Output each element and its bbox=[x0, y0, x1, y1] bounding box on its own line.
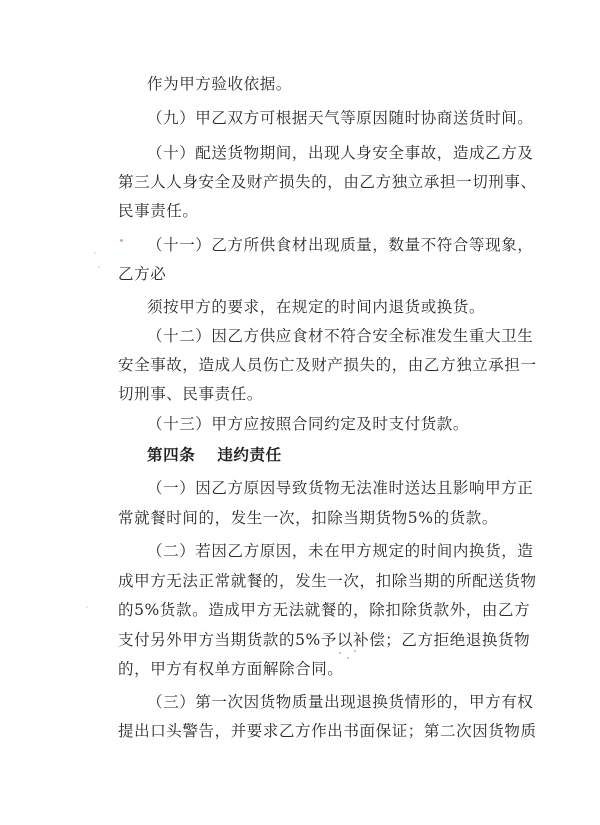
text-line: 安全事故，造成人员伤亡及财产损失的，由乙方独立承担一 bbox=[118, 356, 537, 374]
text-line: 民事责任。 bbox=[118, 202, 199, 220]
scan-speck bbox=[98, 266, 100, 268]
text-line: （二）若因乙方原因，未在甲方规定的时间内换货，造 bbox=[147, 542, 534, 560]
text-line: 提出口头警告，并要求乙方作出书面保证；第二次因货物质 bbox=[118, 722, 537, 740]
text-line: （一）因乙方原因导致货物无法准时送达且影响甲方正 bbox=[147, 479, 534, 497]
text-line: （三）第一次因货物质量出现退换货情形的，甲方有权 bbox=[147, 693, 534, 711]
section-heading bbox=[147, 445, 282, 465]
text-line: 的5%货款。造成甲方无法就餐的，除扣除货款外，由乙方 bbox=[118, 601, 531, 619]
scan-speck bbox=[339, 652, 341, 654]
section-title: 违约责任 bbox=[217, 446, 282, 464]
text-line: 成甲方无法正常就餐的，发生一次，扣除当期的所配送货物 bbox=[118, 572, 537, 590]
text-line: 的，甲方有权单方面解除合同。 bbox=[118, 660, 344, 678]
section-number: 第四条 bbox=[147, 446, 196, 464]
scan-speck bbox=[347, 657, 349, 659]
text-line: 乙方必 bbox=[118, 265, 167, 283]
text-line: （十二）因乙方供应食材不符合安全标准发生重大卫生 bbox=[147, 327, 534, 345]
text-line: 须按甲方的要求，在规定的时间内退货或换货。 bbox=[147, 298, 486, 316]
text-line: 支付另外甲方当期货款的5%予以补偿；乙方拒绝退换货物 bbox=[118, 631, 531, 649]
text-line: 作为甲方验收依据。 bbox=[147, 75, 292, 93]
text-line: 常就餐时间的，发生一次，扣除当期货物5%的货款。 bbox=[118, 509, 498, 527]
scan-speck bbox=[94, 252, 96, 254]
text-line: （十）配送货物期间，出现人身安全事故，造成乙方及 bbox=[147, 144, 534, 162]
text-line: 切刑事、民事责任。 bbox=[118, 385, 263, 403]
text-line: （十三）甲方应按照合同约定及时支付货款。 bbox=[147, 415, 470, 433]
scan-speck bbox=[120, 239, 123, 242]
text-line: （九）甲乙双方可根据天气等原因随时协商送货时间。 bbox=[147, 109, 534, 127]
text-line: （十一）乙方所供食材出现质量，数量不符合等现象， bbox=[147, 236, 534, 254]
text-line: 第三人人身安全及财产损失的，由乙方独立承担一切刑事、 bbox=[118, 173, 537, 191]
scan-speck bbox=[86, 606, 88, 608]
scan-speck bbox=[354, 650, 356, 652]
